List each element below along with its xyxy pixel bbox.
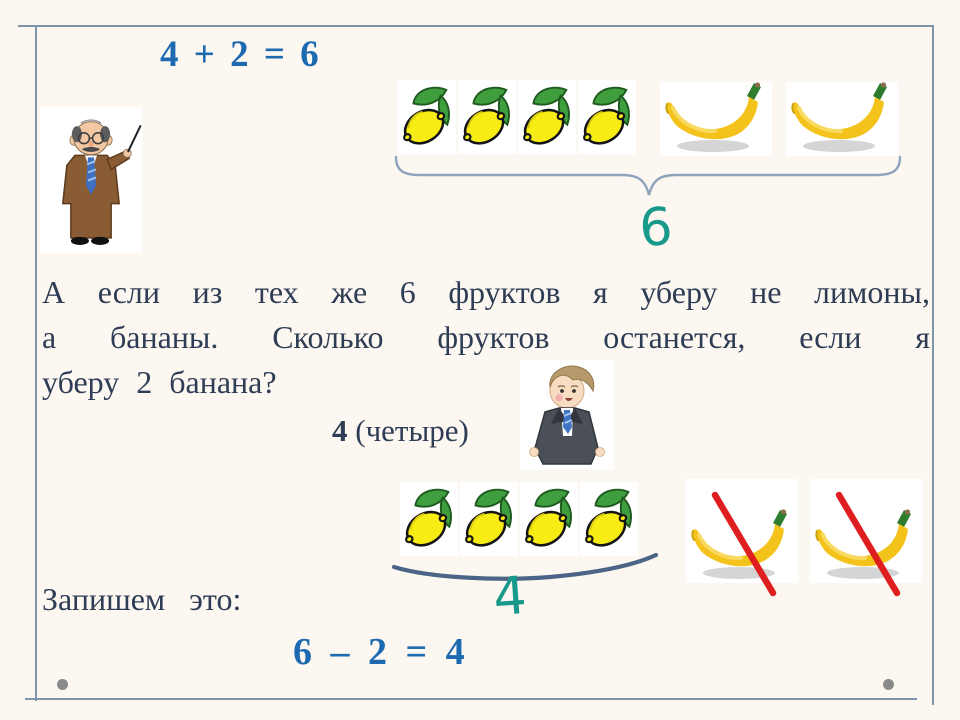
decorative-dot-left xyxy=(57,679,68,690)
answer-number: 4 xyxy=(332,413,348,448)
pointer-stick xyxy=(128,126,140,151)
question-line-1: А если из тех же 6 фруктов я уберу не лимоны, xyxy=(42,274,930,310)
banana-icon xyxy=(686,479,798,583)
frame-top-line xyxy=(18,25,934,27)
question-paragraph xyxy=(42,270,930,405)
bananas-group xyxy=(660,82,898,156)
lemon-icon xyxy=(398,80,456,154)
banana-icon xyxy=(810,479,922,583)
brace-bracket xyxy=(392,154,910,204)
frame-right-line xyxy=(932,25,934,705)
total-count-label: 6 xyxy=(637,196,675,260)
answer-line xyxy=(332,413,469,449)
remaining-count-label: 4 xyxy=(491,565,529,629)
lemon-icon xyxy=(400,482,458,556)
write-prompt: Запишем это: xyxy=(42,581,242,617)
lemon-icon xyxy=(518,80,576,154)
teacher-character xyxy=(40,107,142,253)
banana-icon xyxy=(786,82,898,156)
lemon-icon xyxy=(578,80,636,154)
decorative-dot-right xyxy=(883,679,894,690)
lemons-group xyxy=(398,80,636,154)
boy-character xyxy=(520,360,614,470)
title-equation: 4 + 2 = 6 xyxy=(160,34,320,75)
lemon-icon xyxy=(580,482,638,556)
lemons-group xyxy=(400,482,638,556)
result-equation: 6 – 2 = 4 xyxy=(293,631,466,673)
lemon-icon xyxy=(520,482,578,556)
frame-left-line xyxy=(35,25,37,701)
lemon-icon xyxy=(460,482,518,556)
question-line-3: уберу 2 банана? xyxy=(42,364,277,400)
bananas-group xyxy=(686,479,922,583)
frame-bottom-line xyxy=(25,698,917,700)
answer-word: (четыре) xyxy=(355,413,469,448)
question-line-2: а бананы. Сколько фруктов останется, если я xyxy=(42,319,930,355)
banana-icon xyxy=(660,82,772,156)
lemon-icon xyxy=(458,80,516,154)
